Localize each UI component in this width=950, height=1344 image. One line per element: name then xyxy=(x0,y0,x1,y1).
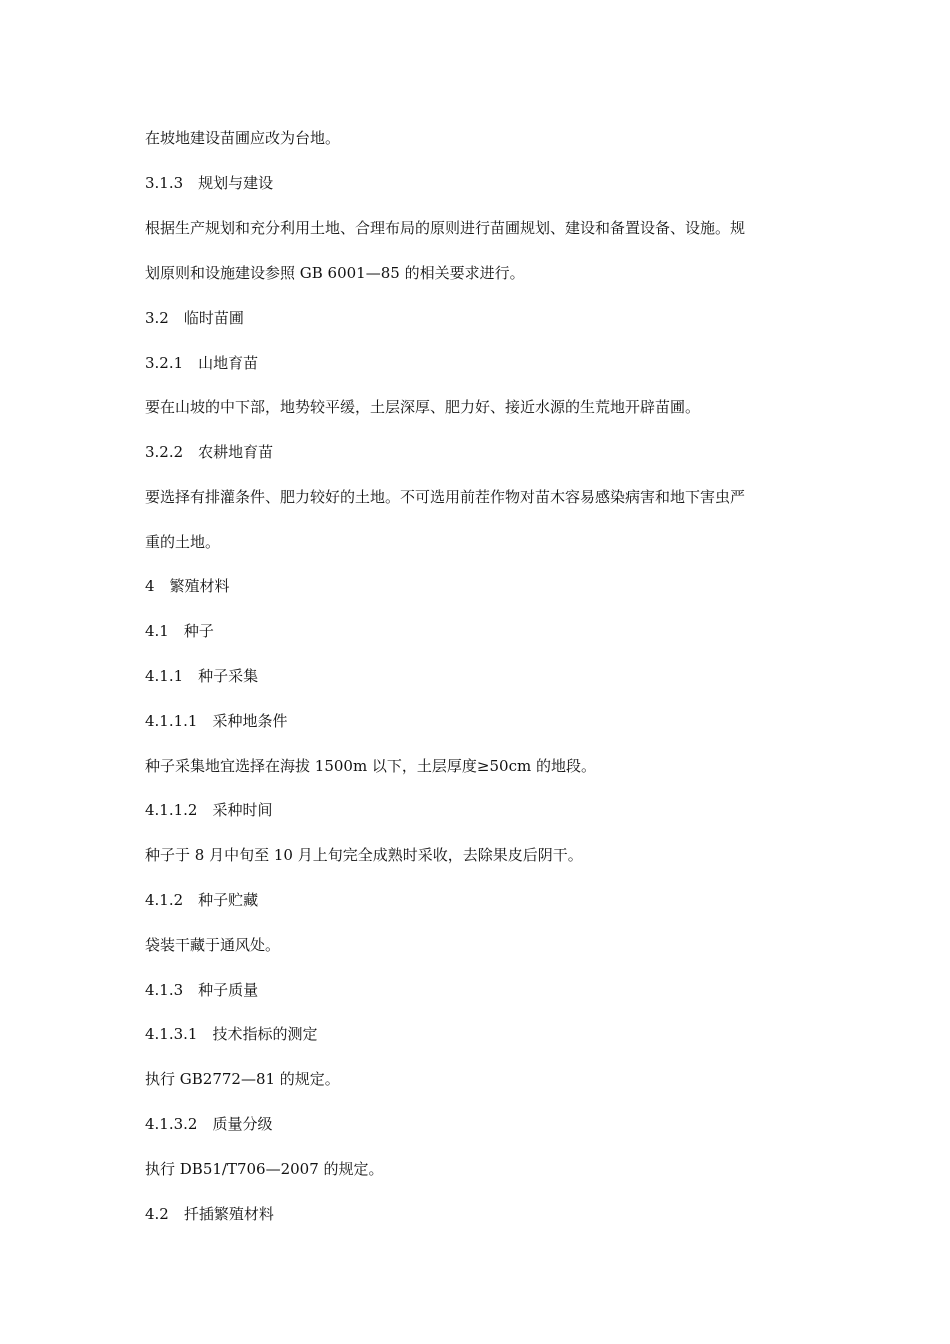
section-heading: 3.2.1 山地育苗 xyxy=(145,354,259,372)
paragraph-line: 袋装干藏于通风处。 xyxy=(145,936,281,954)
paragraph-line: 要在山坡的中下部，地势较平缓，土层深厚、肥力好、接近水源的生荒地开辟苗圃。 xyxy=(145,398,701,416)
paragraph-line: 根据生产规划和充分利用土地、合理布局的原则进行苗圃规划、建设和备置设备、设施。规 xyxy=(145,219,746,237)
paragraph-line: 划原则和设施建设参照 GB 6001—85 的相关要求进行。 xyxy=(145,264,525,282)
section-heading: 4.1.3.2 质量分级 xyxy=(145,1115,273,1133)
paragraph-line: 要选择有排灌条件、肥力较好的土地。不可选用前茬作物对苗木容易感染病害和地下害虫严 xyxy=(145,488,746,506)
paragraph-line: 执行 DB51/T706—2007 的规定。 xyxy=(145,1160,384,1178)
section-heading: 4 繁殖材料 xyxy=(145,577,230,595)
section-heading: 3.2 临时苗圃 xyxy=(145,309,244,327)
paragraph-line: 重的土地。 xyxy=(145,533,221,551)
section-heading: 3.1.3 规划与建设 xyxy=(145,174,274,192)
section-heading: 4.1 种子 xyxy=(145,622,214,640)
paragraph-line: 在坡地建设苗圃应改为台地。 xyxy=(145,129,341,147)
section-heading: 3.2.2 农耕地育苗 xyxy=(145,443,274,461)
section-heading: 4.1.3.1 技术指标的测定 xyxy=(145,1025,318,1043)
section-heading: 4.1.1 种子采集 xyxy=(145,667,259,685)
paragraph-line: 种子于 8 月中旬至 10 月上旬完全成熟时采收，去除果皮后阴干。 xyxy=(145,846,583,864)
paragraph-line: 种子采集地宜选择在海拔 1500m 以下，土层厚度≥50cm 的地段。 xyxy=(145,757,596,775)
section-heading: 4.1.1.1 采种地条件 xyxy=(145,712,288,730)
section-heading: 4.2 扦插繁殖材料 xyxy=(145,1205,274,1223)
section-heading: 4.1.1.2 采种时间 xyxy=(145,801,273,819)
section-heading: 4.1.2 种子贮藏 xyxy=(145,891,259,909)
paragraph-line: 执行 GB2772—81 的规定。 xyxy=(145,1070,340,1088)
section-heading: 4.1.3 种子质量 xyxy=(145,981,259,999)
